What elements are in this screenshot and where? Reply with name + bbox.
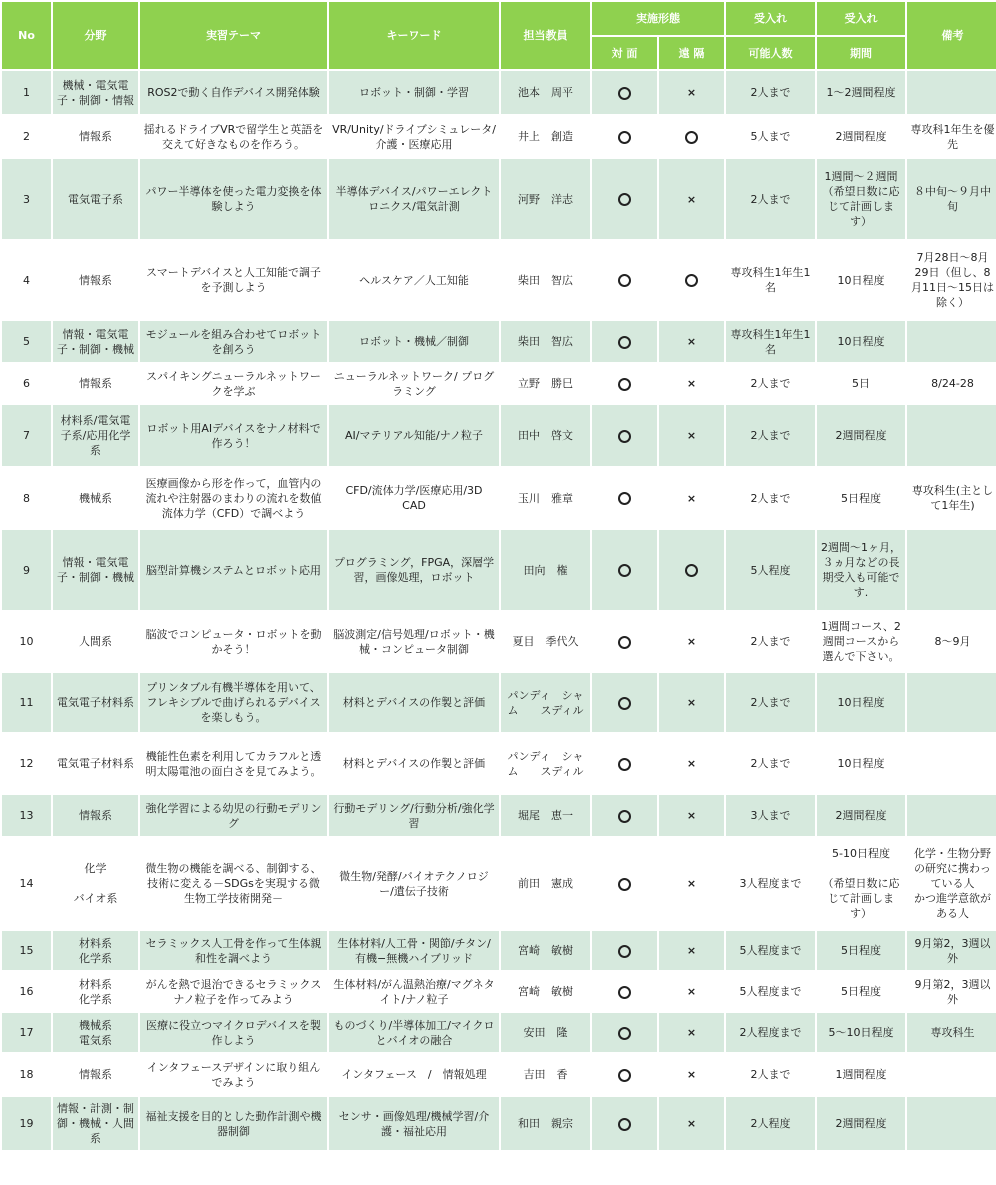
cell-no: 11 (2, 673, 51, 732)
cell-keywords: 半導体デバイス/パワーエレクトロニクス/電気計測 (329, 159, 499, 239)
cell-face (592, 116, 657, 157)
header-period-top: 受入れ (817, 2, 905, 35)
cross-mark-icon: × (686, 944, 697, 957)
cell-no: 8 (2, 468, 51, 528)
table-row (2, 321, 996, 362)
cell-teacher: 池本 周平 (501, 71, 590, 114)
cell-field: 情報系 (53, 241, 138, 319)
cell-face (592, 468, 657, 528)
cell-period: 2週間程度 (817, 116, 905, 157)
table-row (2, 734, 996, 793)
header-no: No (2, 2, 51, 69)
cell-capacity: 2人まで (726, 673, 815, 732)
cell-remote (659, 838, 724, 929)
circle-mark-icon (618, 697, 631, 710)
cell-teacher: 宮崎 敏樹 (501, 972, 590, 1011)
cross-mark-icon: × (686, 377, 697, 390)
cell-face (592, 1013, 657, 1052)
cell-capacity: 2人まで (726, 468, 815, 528)
cell-field: 材料系/電気電子系/応用化学系 (53, 405, 138, 466)
cell-remote (659, 71, 724, 114)
cell-field: 情報系 (53, 364, 138, 403)
cell-theme: ROS2で動く自作デバイス開発体験 (140, 71, 327, 114)
cell-teacher: 夏目 季代久 (501, 612, 590, 671)
table-row (2, 468, 996, 528)
cell-no: 7 (2, 405, 51, 466)
cell-capacity: 5人程度 (726, 530, 815, 610)
cross-mark-icon: × (686, 809, 697, 822)
cell-no: 14 (2, 838, 51, 929)
cell-teacher: 田向 権 (501, 530, 590, 610)
circle-mark-icon (618, 378, 631, 391)
cell-capacity: 2人まで (726, 364, 815, 403)
cell-keywords: VR/Unity/ドライブシミュレータ/介護・医療応用 (329, 116, 499, 157)
cell-theme: 揺れるドライブVRで留学生と英語を交えて好きなものを作ろう。 (140, 116, 327, 157)
cell-teacher: 前田 憲成 (501, 838, 590, 929)
table-row (2, 612, 996, 671)
header-face: 対 面 (592, 37, 657, 69)
cell-notes: 化学・生物分野の研究に携わっている人 かつ進学意欲がある人 (907, 838, 996, 929)
table-row (2, 1097, 996, 1150)
cell-teacher: 柴田 智広 (501, 241, 590, 319)
table-row (2, 241, 996, 319)
cell-keywords: ロボット・制御・学習 (329, 71, 499, 114)
cell-face (592, 612, 657, 671)
circle-mark-icon (618, 274, 631, 287)
cell-face (592, 838, 657, 929)
cell-face (592, 241, 657, 319)
cell-face (592, 530, 657, 610)
header-remote: 遠 隔 (659, 37, 724, 69)
cell-no: 4 (2, 241, 51, 319)
cell-notes (907, 1097, 996, 1150)
cross-mark-icon: × (686, 1068, 697, 1081)
cell-theme: プリンタブル有機半導体を用いて、フレキシブルで曲げられるデバイスを楽しもう。 (140, 673, 327, 732)
cell-notes (907, 795, 996, 836)
cell-capacity: 5人程度まで (726, 972, 815, 1011)
header-capacity-bottom: 可能人数 (726, 37, 815, 69)
cell-remote (659, 795, 724, 836)
header-keywords: キーワード (329, 2, 499, 69)
cell-notes (907, 530, 996, 610)
cell-theme: モジュールを組み合わせてロボットを創ろう (140, 321, 327, 362)
cell-keywords: 材料とデバイスの作製と評価 (329, 734, 499, 793)
header-capacity-top: 受入れ (726, 2, 815, 35)
cell-face (592, 405, 657, 466)
cell-capacity: 2人まで (726, 612, 815, 671)
cell-no: 6 (2, 364, 51, 403)
cell-notes: 専攻科生(主として1年生) (907, 468, 996, 528)
cell-remote (659, 931, 724, 970)
table-header (2, 2, 996, 69)
cell-theme: 脳波でコンピュータ・ロボットを動かそう！ (140, 612, 327, 671)
cell-teacher: 堀尾 恵一 (501, 795, 590, 836)
table-row (2, 1013, 996, 1052)
cell-notes (907, 71, 996, 114)
cell-no: 5 (2, 321, 51, 362)
cell-theme: 強化学習による幼児の行動モデリング (140, 795, 327, 836)
cell-remote (659, 673, 724, 732)
cell-theme: 医療画像から形を作って，血管内の流れや注射器のまわりの流れを数値流体力学（CFD）で調べよう (140, 468, 327, 528)
cell-period: 10日程度 (817, 734, 905, 793)
cell-period: 5日 (817, 364, 905, 403)
cell-capacity: 2人まで (726, 159, 815, 239)
circle-mark-icon (618, 986, 631, 999)
cell-keywords: 生体材料/がん温熱治療/マグネタイト/ナノ粒子 (329, 972, 499, 1011)
cell-face (592, 734, 657, 793)
cell-capacity: 2人まで (726, 1054, 815, 1095)
cell-theme: ロボット用AIデバイスをナノ材料で作ろう！ (140, 405, 327, 466)
cross-mark-icon: × (686, 696, 697, 709)
cross-mark-icon: × (686, 877, 697, 890)
cell-no: 9 (2, 530, 51, 610)
cell-remote (659, 159, 724, 239)
cell-field: 機械系 (53, 468, 138, 528)
cell-notes (907, 321, 996, 362)
cell-capacity: 2人程度 (726, 1097, 815, 1150)
cell-no: 1 (2, 71, 51, 114)
circle-mark-icon (618, 336, 631, 349)
cell-face (592, 1054, 657, 1095)
cell-capacity: 2人まで (726, 734, 815, 793)
cell-period: 5～10日程度 (817, 1013, 905, 1052)
cell-period: 10日程度 (817, 673, 905, 732)
cross-mark-icon: × (686, 429, 697, 442)
cell-no: 16 (2, 972, 51, 1011)
circle-mark-icon (618, 1118, 631, 1131)
cell-theme: 医療に役立つマイクロデバイスを製作しよう (140, 1013, 327, 1052)
table-row (2, 116, 996, 157)
table-row (2, 972, 996, 1011)
circle-mark-icon (618, 1027, 631, 1040)
cell-remote (659, 1013, 724, 1052)
cell-notes (907, 1054, 996, 1095)
cell-period: 1～2週間程度 (817, 71, 905, 114)
cross-mark-icon: × (686, 192, 697, 206)
cell-notes: 8/24-28 (907, 364, 996, 403)
cell-theme: インタフェースデザインに取り組んでみよう (140, 1054, 327, 1095)
cell-face (592, 159, 657, 239)
cell-field: 情報・電気電子・制御・機械 (53, 530, 138, 610)
circle-mark-icon (618, 492, 631, 505)
circle-mark-icon (618, 564, 631, 577)
cell-remote (659, 1097, 724, 1150)
circle-mark-icon (618, 1069, 631, 1082)
cell-teacher: パンディ シャム スディル (501, 673, 590, 732)
circle-mark-icon (618, 878, 631, 891)
cell-remote (659, 612, 724, 671)
cell-teacher: 吉田 香 (501, 1054, 590, 1095)
cell-face (592, 972, 657, 1011)
circle-mark-icon (618, 810, 631, 823)
cell-face (592, 673, 657, 732)
cell-teacher: 柴田 智広 (501, 321, 590, 362)
cell-keywords: プログラミング，FPGA，深層学習，画像処理，ロボット (329, 530, 499, 610)
cell-keywords: 材料とデバイスの作製と評価 (329, 673, 499, 732)
cell-notes: 9月第2，3週以外 (907, 972, 996, 1011)
cell-notes (907, 673, 996, 732)
cell-remote (659, 1054, 724, 1095)
cell-remote (659, 364, 724, 403)
circle-mark-icon (618, 131, 631, 144)
cell-field: 電気電子材料系 (53, 673, 138, 732)
cell-field: 機械・電気電子・制御・情報 (53, 71, 138, 114)
cell-no: 10 (2, 612, 51, 671)
cell-remote (659, 405, 724, 466)
cell-face (592, 795, 657, 836)
cell-period: 1週間コース、2週間コースから選んで下さい。 (817, 612, 905, 671)
circle-mark-icon (618, 430, 631, 443)
cell-teacher: 玉川 雅章 (501, 468, 590, 528)
cell-keywords: ニューラルネットワーク/ プログラミング (329, 364, 499, 403)
cross-mark-icon: × (686, 335, 697, 348)
circle-mark-icon (618, 636, 631, 649)
cell-keywords: CFD/流体力学/医療応用/3D CAD (329, 468, 499, 528)
cell-field: 情報系 (53, 795, 138, 836)
cell-capacity: 2人まで (726, 405, 815, 466)
cell-field: 電気電子材料系 (53, 734, 138, 793)
cell-no: 12 (2, 734, 51, 793)
cell-notes: 9月第2，3週以外 (907, 931, 996, 970)
cell-notes (907, 405, 996, 466)
cross-mark-icon: × (686, 757, 697, 770)
circle-mark-icon (618, 758, 631, 771)
cross-mark-icon: × (686, 1117, 697, 1130)
cell-capacity: 2人程度まで (726, 1013, 815, 1052)
cell-keywords: ものづくり/半導体加工/マイクロとバイオの融合 (329, 1013, 499, 1052)
table-row (2, 159, 996, 239)
cell-keywords: ヘルスケア／人工知能 (329, 241, 499, 319)
cell-field: 人間系 (53, 612, 138, 671)
cell-face (592, 71, 657, 114)
cell-field: 情報・計測・制御・機械・人間系 (53, 1097, 138, 1150)
cell-face (592, 931, 657, 970)
cell-no: 3 (2, 159, 51, 239)
cross-mark-icon: × (686, 491, 697, 505)
cell-period: 1週間程度 (817, 1054, 905, 1095)
cell-capacity: 2人まで (726, 71, 815, 114)
cell-capacity: 3人まで (726, 795, 815, 836)
cell-capacity: 5人まで (726, 116, 815, 157)
cell-notes: 7月28日～8月29日（但し、8月11日～15日は除く） (907, 241, 996, 319)
cell-remote (659, 241, 724, 319)
cell-capacity: 専攻科生1年生1名 (726, 241, 815, 319)
cell-period: 1週間～２週間 （希望日数に応じて計画します） (817, 159, 905, 239)
cell-field: 電気電子系 (53, 159, 138, 239)
cell-theme: セラミックス人工骨を作って生体親和性を調べよう (140, 931, 327, 970)
cell-capacity: 専攻科生1年生1名 (726, 321, 815, 362)
cell-no: 18 (2, 1054, 51, 1095)
cell-teacher: 田中 啓文 (501, 405, 590, 466)
cell-teacher: 河野 洋志 (501, 159, 590, 239)
cell-remote (659, 468, 724, 528)
cell-keywords: 微生物/発酵/バイオテクノロジー/遺伝子技術 (329, 838, 499, 929)
cell-capacity: 3人程度まで (726, 838, 815, 929)
header-teacher: 担当教員 (501, 2, 590, 69)
cell-keywords: 行動モデリング/行動分析/強化学習 (329, 795, 499, 836)
cell-field: 情報・電気電子・制御・機械 (53, 321, 138, 362)
cell-face (592, 364, 657, 403)
cell-field: 情報系 (53, 116, 138, 157)
cell-remote (659, 321, 724, 362)
cell-period: 5日程度 (817, 931, 905, 970)
cross-mark-icon: × (686, 635, 697, 648)
circle-mark-icon (685, 274, 698, 287)
cell-theme: 脳型計算機システムとロボット応用 (140, 530, 327, 610)
cell-teacher: 井上 創造 (501, 116, 590, 157)
cell-remote (659, 530, 724, 610)
cell-capacity: 5人程度まで (726, 931, 815, 970)
cell-field: 機械系 電気系 (53, 1013, 138, 1052)
cell-remote (659, 116, 724, 157)
cell-theme: 機能性色素を利用してカラフルと透明太陽電池の面白さを見てみよう。 (140, 734, 327, 793)
cell-teacher: 和田 親宗 (501, 1097, 590, 1150)
table-row (2, 1054, 996, 1095)
cell-teacher: 立野 勝巳 (501, 364, 590, 403)
cell-notes: ８中旬～９月中旬 (907, 159, 996, 239)
circle-mark-icon (685, 564, 698, 577)
cell-teacher: 宮崎 敏樹 (501, 931, 590, 970)
cell-no: 13 (2, 795, 51, 836)
cell-period: 2週間程度 (817, 1097, 905, 1150)
cell-theme: スマートデバイスと人工知能で調子を予測しよう (140, 241, 327, 319)
cell-no: 19 (2, 1097, 51, 1150)
circle-mark-icon (685, 131, 698, 144)
table-row (2, 530, 996, 610)
cell-keywords: AI/マテリアル知能/ナノ粒子 (329, 405, 499, 466)
cell-keywords: 脳波測定/信号処理/ロボット・機械・コンピュータ制御 (329, 612, 499, 671)
cell-period: 5-10日程度 （希望日数に応じて計画します） (817, 838, 905, 929)
cell-period: 5日程度 (817, 972, 905, 1011)
cell-no: 15 (2, 931, 51, 970)
cell-theme: パワー半導体を使った電力変換を体験しよう (140, 159, 327, 239)
cell-notes: 専攻科1年生を優先 (907, 116, 996, 157)
cell-teacher: 安田 隆 (501, 1013, 590, 1052)
cell-field: 材料系 化学系 (53, 972, 138, 1011)
circle-mark-icon (618, 87, 631, 100)
cell-theme: 微生物の機能を調べる、制御する、技術に変える－SDGsを実現する微生物工学技術開発－ (140, 838, 327, 929)
cell-period: 2週間程度 (817, 795, 905, 836)
table-row (2, 405, 996, 466)
cell-field: 化学 バイオ系 (53, 838, 138, 929)
cell-keywords: 生体材料/人工骨・関節/チタン/有機−無機ハイブリッド (329, 931, 499, 970)
cell-remote (659, 734, 724, 793)
cell-remote (659, 972, 724, 1011)
cell-no: 2 (2, 116, 51, 157)
cell-field: 情報系 (53, 1054, 138, 1095)
cell-no: 17 (2, 1013, 51, 1052)
circle-mark-icon (618, 193, 631, 206)
header-notes: 備考 (907, 2, 996, 69)
table-row (2, 931, 996, 970)
cell-notes: 専攻科生 (907, 1013, 996, 1052)
header-theme: 実習テーマ (140, 2, 327, 69)
cell-theme: がんを熱で退治できるセラミックスナノ粒子を作ってみよう (140, 972, 327, 1011)
cell-keywords: ロボット・機械／制御 (329, 321, 499, 362)
cell-theme: 福祉支援を目的とした動作計測や機器制御 (140, 1097, 327, 1150)
header-format: 実施形態 (592, 2, 724, 35)
cell-period: 2週間～1ヶ月，３ヵ月などの長期受入も可能です. (817, 530, 905, 610)
circle-mark-icon (618, 945, 631, 958)
cell-keywords: センサ・画像処理/機械学習/介護・福祉応用 (329, 1097, 499, 1150)
cell-period: 5日程度 (817, 468, 905, 528)
cell-notes: 8～9月 (907, 612, 996, 671)
header-field: 分野 (53, 2, 138, 69)
cross-mark-icon: × (686, 985, 697, 998)
cell-teacher: パンディ シャム スディル (501, 734, 590, 793)
header-period-bottom: 期間 (817, 37, 905, 69)
cell-face (592, 321, 657, 362)
cell-period: 2週間程度 (817, 405, 905, 466)
table-body (2, 71, 996, 1150)
cell-face (592, 1097, 657, 1150)
cell-period: 10日程度 (817, 241, 905, 319)
table-row (2, 795, 996, 836)
cell-period: 10日程度 (817, 321, 905, 362)
table-row (2, 364, 996, 403)
cell-theme: スパイキングニューラルネットワークを学ぶ (140, 364, 327, 403)
cross-mark-icon: × (686, 1026, 697, 1039)
cell-keywords: インタフェース / 情報処理 (329, 1054, 499, 1095)
table-row (2, 673, 996, 732)
cross-mark-icon: × (686, 86, 697, 99)
table-row (2, 71, 996, 114)
table-row (2, 838, 996, 929)
cell-notes (907, 734, 996, 793)
cell-field: 材料系 化学系 (53, 931, 138, 970)
